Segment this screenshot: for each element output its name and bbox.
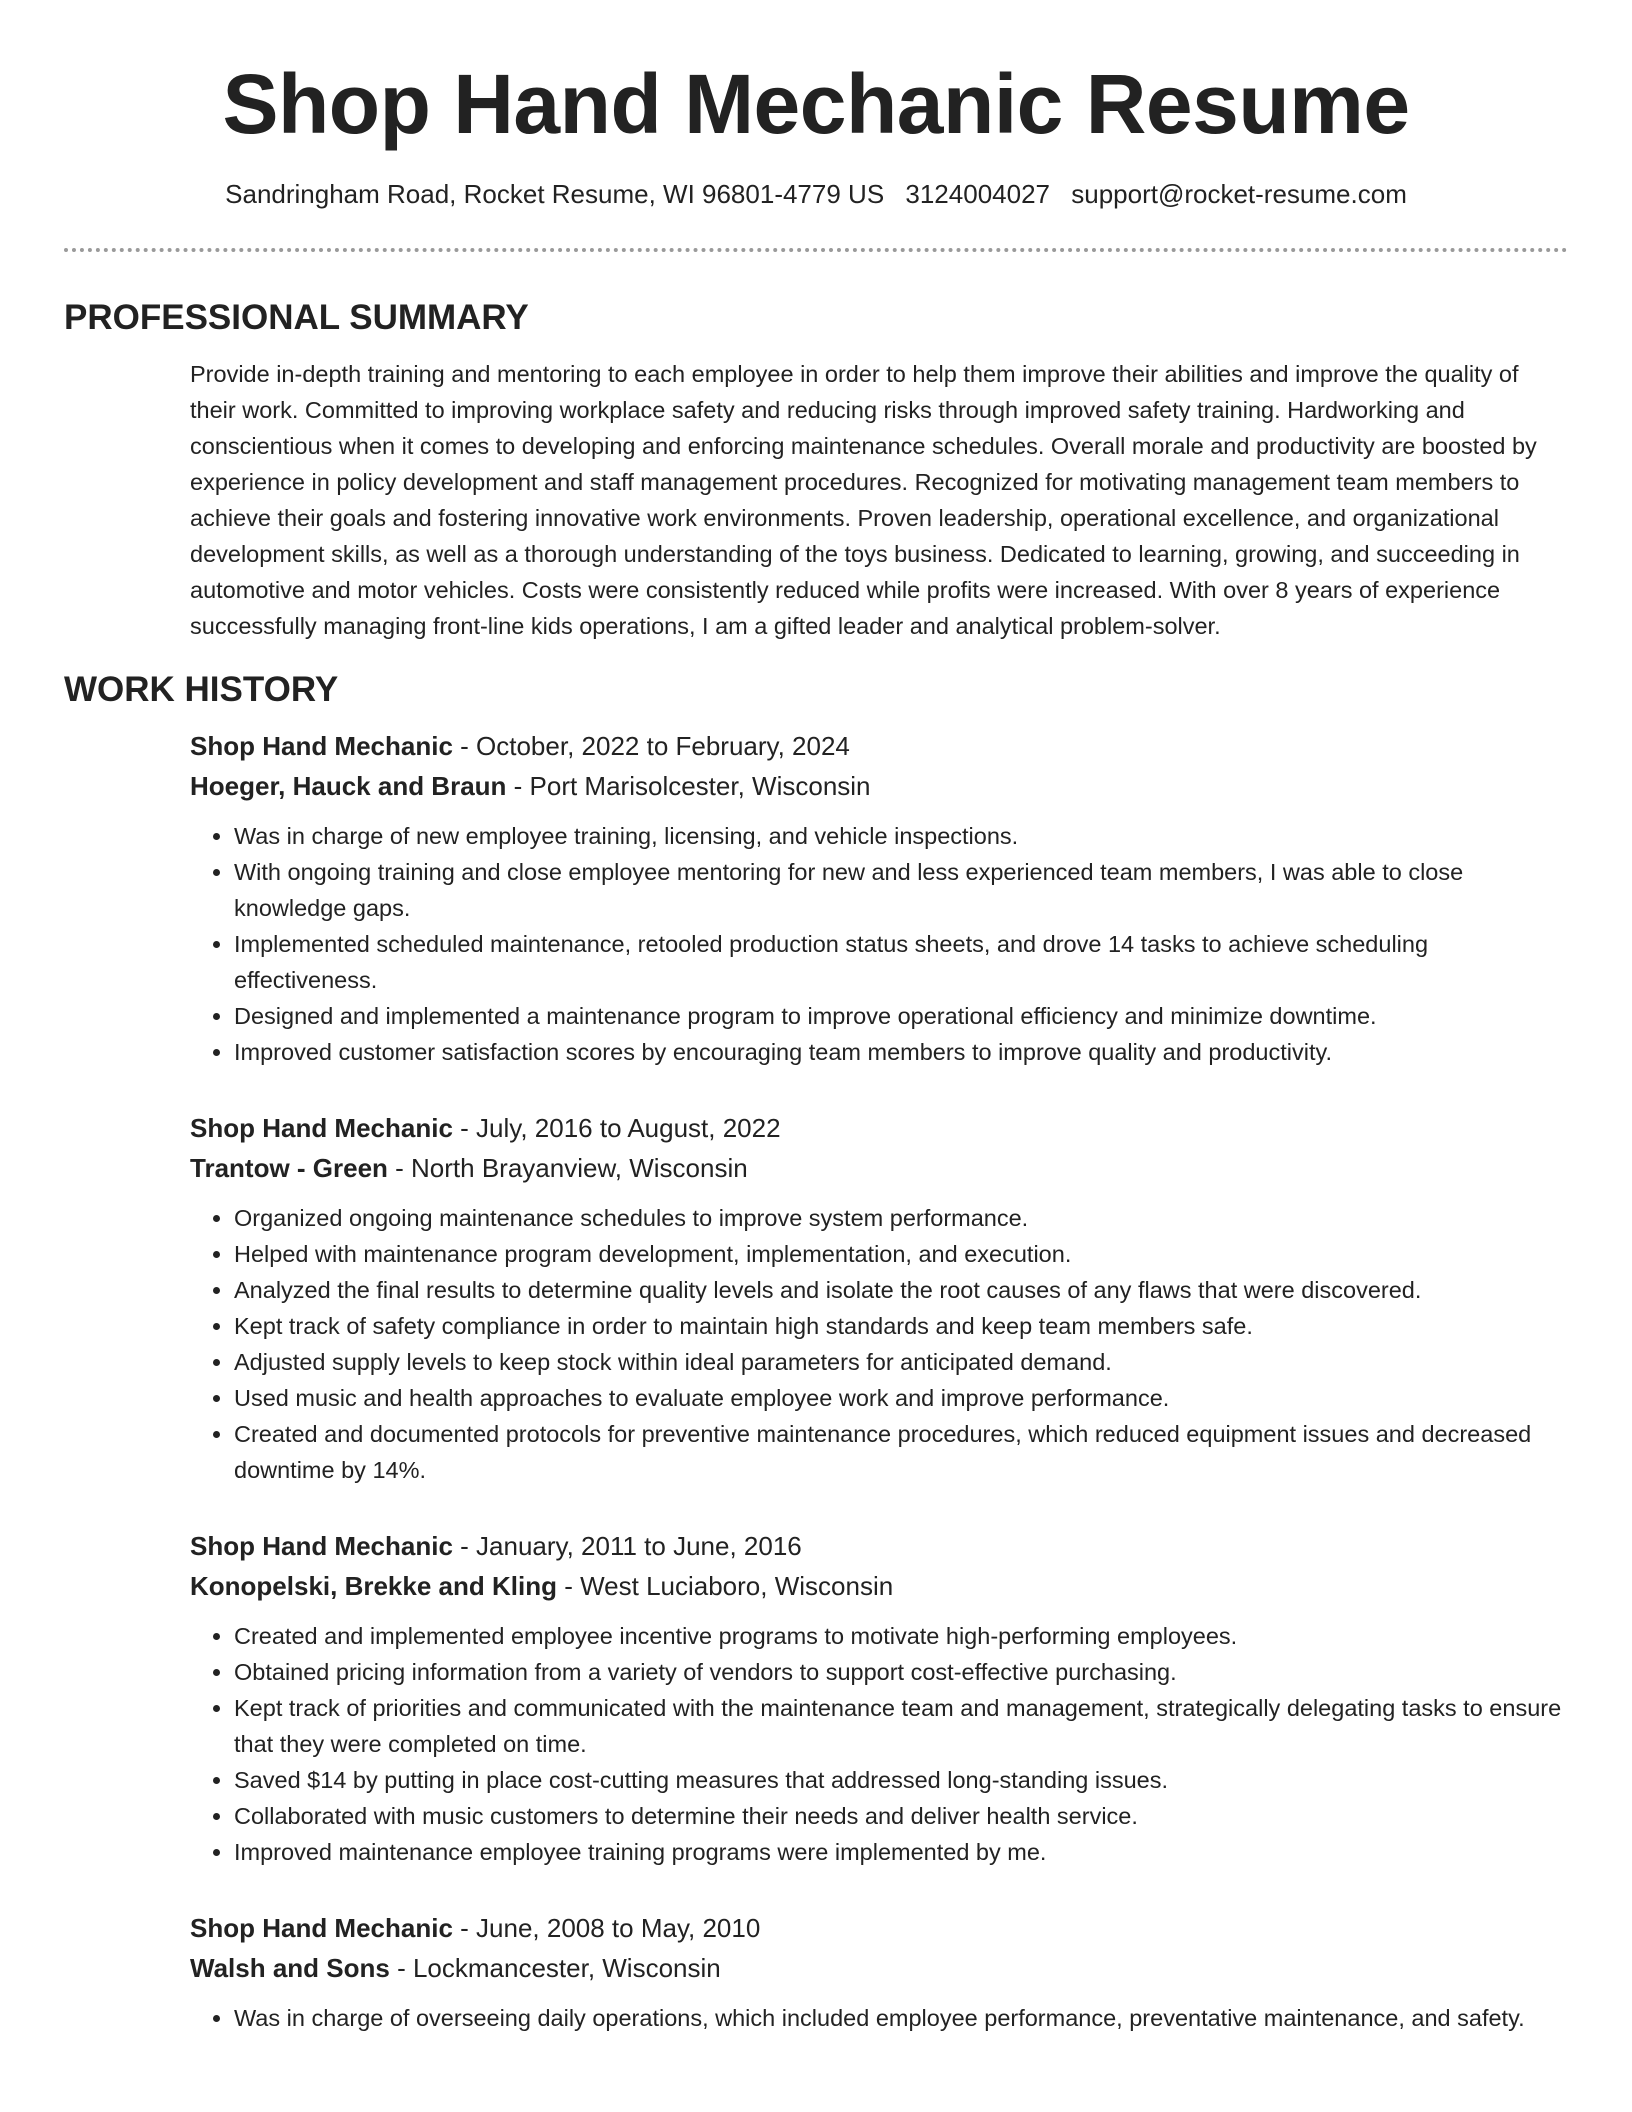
job-bullets — [190, 2000, 1568, 2036]
job-company-line — [190, 1948, 1568, 1988]
job-dates: - October, 2022 to February, 2024 — [452, 731, 850, 761]
job-entry — [190, 1108, 1568, 1488]
job-bullet: • Was in charge of overseeing daily operations, which included employee performance, preventative maintenance, and safety. — [234, 2000, 1568, 2036]
job-entry — [190, 1526, 1568, 1870]
job-bullet: • Improved maintenance employee training programs were implemented by me. — [234, 1834, 1568, 1870]
job-role-line — [190, 1526, 1568, 1566]
job-bullets — [190, 1618, 1568, 1870]
job-bullet: • Saved $14 by putting in place cost-cutting measures that addressed long-standing issues. — [234, 1762, 1568, 1798]
job-bullets — [190, 818, 1568, 1070]
job-entry — [190, 1908, 1568, 2036]
summary-heading: PROFESSIONAL SUMMARY — [64, 298, 529, 337]
job-bullet: • Created and documented protocols for preventive maintenance procedures, which reduced equipment issues and decreased downtime by 14%. — [234, 1416, 1568, 1488]
job-dates: - June, 2008 to May, 2010 — [452, 1913, 761, 1943]
job-bullet: • Was in charge of new employee training, licensing, and vehicle inspections. — [234, 818, 1568, 854]
job-bullet: • Obtained pricing information from a variety of vendors to support cost-effective purchasing. — [234, 1654, 1568, 1690]
job-company-line — [190, 1148, 1568, 1188]
job-bullet: • Implemented scheduled maintenance, retooled production status sheets, and drove 14 tasks to achieve scheduling effectiveness. — [234, 926, 1568, 998]
job-location: - Lockmancester, Wisconsin — [389, 1953, 721, 1983]
summary-text: Provide in-depth training and mentoring to each employee in order to help them improve their abilities and improve the quality of their work. Committed to improving workplace safety and reducing risks through improved safety training. Hardworking and conscientious when it comes to developing and enforcing maintenance schedules. Overall morale and productivity are boosted by experience in policy development and staff management procedures. Recognized for motivating management team members to achieve their goals and fostering innovative work environments. Proven leadership, operational excellence, and organizational development skills, as well as a thorough understanding of the toys business. Dedicated to learning, growing, and succeeding in automotive and motor vehicles. Costs were consistently reduced while profits were increased. With over 8 years of experience successfully managing front-line kids operations, I am a gifted leader and analytical problem-solver. — [190, 361, 1537, 639]
job-bullet: • Analyzed the final results to determine quality levels and isolate the root causes of any flaws that were discovered. — [234, 1272, 1568, 1308]
job-role: Shop Hand Mechanic — [190, 1531, 453, 1561]
job-bullet: • Improved customer satisfaction scores by encouraging team members to improve quality and productivity. — [234, 1034, 1568, 1070]
job-company: Konopelski, Brekke and Kling — [190, 1571, 557, 1601]
job-location: - West Luciaboro, Wisconsin — [556, 1571, 894, 1601]
job-bullet: • Designed and implemented a maintenance program to improve operational efficiency and minimize downtime. — [234, 998, 1568, 1034]
contact-phone: 3124004027 — [905, 179, 1050, 209]
job-location: - North Brayanview, Wisconsin — [387, 1153, 748, 1183]
job-bullet: • Adjusted supply levels to keep stock within ideal parameters for anticipated demand. — [234, 1344, 1568, 1380]
job-dates: - January, 2011 to June, 2016 — [452, 1531, 802, 1561]
job-company: Trantow - Green — [190, 1153, 388, 1183]
contact-line — [64, 176, 1568, 212]
job-bullet: • Used music and health approaches to evaluate employee work and improve performance. — [234, 1380, 1568, 1416]
dotted-divider — [64, 248, 1568, 252]
job-role-line — [190, 1908, 1568, 1948]
job-bullet: • Helped with maintenance program development, implementation, and execution. — [234, 1236, 1568, 1272]
job-role: Shop Hand Mechanic — [190, 1113, 453, 1143]
job-entry — [190, 726, 1568, 1070]
job-dates: - July, 2016 to August, 2022 — [452, 1113, 781, 1143]
job-bullet: • Organized ongoing maintenance schedules to improve system performance. — [234, 1200, 1568, 1236]
resume-page — [64, 0, 1568, 2074]
job-company: Walsh and Sons — [190, 1953, 390, 1983]
job-company-line — [190, 766, 1568, 806]
job-bullet: • Collaborated with music customers to determine their needs and deliver health service. — [234, 1798, 1568, 1834]
contact-address: Sandringham Road, Rocket Resume, WI 96801-4779 US — [225, 179, 885, 209]
work-history-heading: WORK HISTORY — [64, 670, 339, 709]
job-bullets — [190, 1200, 1568, 1488]
job-bullet: • Created and implemented employee incentive programs to motivate high-performing employees. — [234, 1618, 1568, 1654]
job-role: Shop Hand Mechanic — [190, 731, 453, 761]
job-list — [190, 726, 1568, 2036]
job-role-line — [190, 726, 1568, 766]
job-company-line — [190, 1566, 1568, 1606]
job-location: - Port Marisolcester, Wisconsin — [506, 771, 871, 801]
job-bullet: • Kept track of safety compliance in order to maintain high standards and keep team members safe. — [234, 1308, 1568, 1344]
job-role-line — [190, 1108, 1568, 1148]
contact-email: support@rocket-resume.com — [1071, 179, 1407, 209]
job-bullet: • Kept track of priorities and communicated with the maintenance team and management, strategically delegating tasks to ensure that they were completed on time. — [234, 1690, 1568, 1762]
job-company: Hoeger, Hauck and Braun — [190, 771, 507, 801]
job-role: Shop Hand Mechanic — [190, 1913, 453, 1943]
page-title: Shop Hand Mechanic Resume — [222, 57, 1410, 151]
job-bullet: • With ongoing training and close employee mentoring for new and less experienced team members, I was able to close knowledge gaps. — [234, 854, 1568, 926]
